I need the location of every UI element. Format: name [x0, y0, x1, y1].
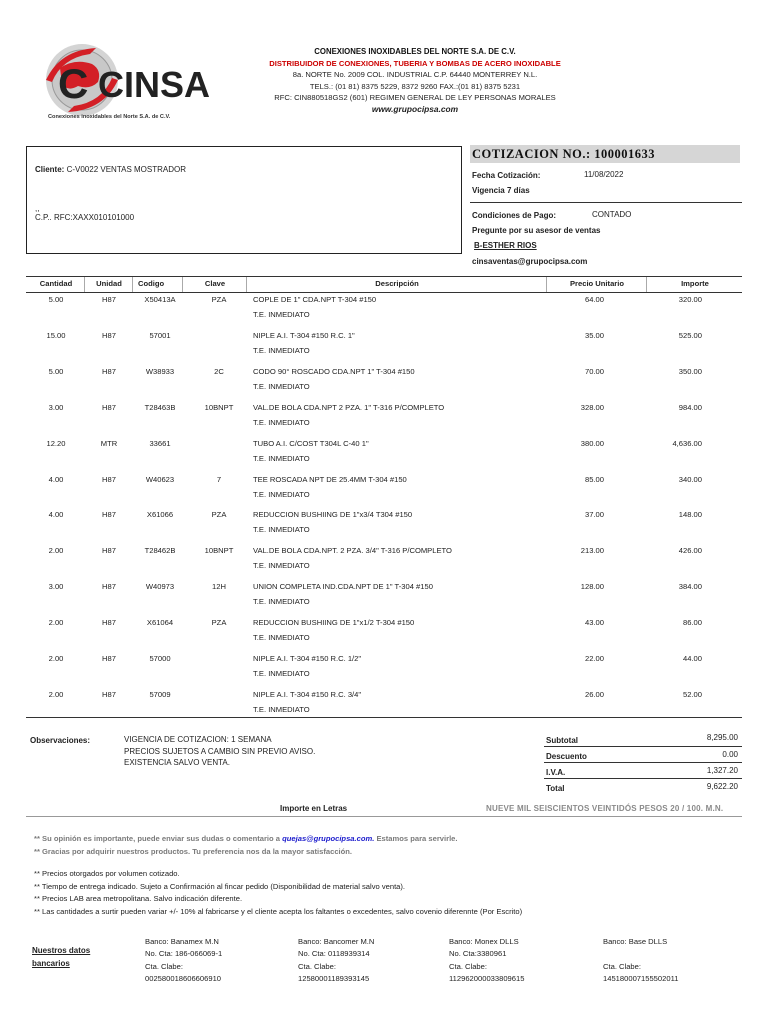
cell-codigo: 57000	[149, 654, 171, 663]
cell-nota: T.E. INMEDIATO	[253, 597, 310, 607]
cell-importe: 340.00	[678, 474, 702, 484]
cell-importe: 86.00	[682, 618, 702, 628]
bank-cta: No. Cta:3380961	[449, 949, 507, 959]
company-subtitle: DISTRIBUIDOR DE CONEXIONES, TUBERIA Y BOMBAS DE ACERO INOXIDABLE	[269, 58, 561, 68]
cell-clave: 2C	[214, 366, 224, 376]
condiciones-label: Condiciones de Pago:	[472, 211, 557, 220]
letras-divider	[26, 816, 742, 817]
bank-cta: No. Cta: 186-066069-1	[145, 949, 223, 959]
company-address: 8a. NORTE No. 2009 COL. INDUSTRIAL C.P. 64440 MONTERREY N.L.	[292, 70, 538, 80]
bank-banco: Banco: Monex DLLS	[449, 937, 519, 946]
cell-precio: 328.00	[580, 402, 604, 412]
cell-unidad: H87	[102, 330, 116, 340]
cell-importe: 384.00	[678, 582, 702, 592]
condition-item: ** Las cantidades a surtir pueden variar +/- 10% al fabricarse y el cliente acepta los faltantes o excedentes, salvo covenio diferennte (Por Escrito)	[34, 906, 523, 916]
company-name: CONEXIONES INOXIDABLES DEL NORTE S.A. DE C.V.	[314, 47, 516, 56]
subtotal-label: Subtotal	[546, 736, 578, 745]
cell-nota: T.E. INMEDIATO	[253, 489, 310, 499]
cell-importe: 984.00	[678, 402, 702, 412]
descuento-label: Descuento	[546, 752, 587, 761]
cell-nota: T.E. INMEDIATO	[253, 345, 310, 355]
cell-precio: 213.00	[580, 546, 604, 556]
total-label: Total	[546, 784, 565, 793]
cell-importe: 4,636.00	[672, 438, 702, 448]
col-header-importe: Importe	[681, 279, 709, 288]
bank-account	[449, 936, 524, 985]
opinion-text-end: Estamos para servirle.	[374, 834, 458, 843]
cell-nota: T.E. INMEDIATO	[253, 381, 310, 391]
bank-banco: Banco: Base DLLS	[603, 937, 668, 946]
observacion-line: EXISTENCIA SALVO VENTA.	[124, 758, 230, 767]
cell-clave: 10BNPT	[204, 546, 234, 556]
cell-clave: 12H	[212, 582, 226, 592]
col-sep	[646, 277, 647, 292]
descuento-value: 0.00	[722, 750, 738, 759]
cell-clave: PZA	[211, 618, 227, 628]
observacion-line: PRECIOS SUJETOS A CAMBIO SIN PREVIO AVISO.	[124, 746, 316, 756]
svg-text:C: C	[58, 60, 89, 107]
complaints-email-link[interactable]: quejas@grupocipsa.com.	[282, 834, 375, 843]
total-value: 9,622.20	[706, 782, 738, 791]
cell-precio: 380.00	[580, 438, 604, 448]
cell-unidad: MTR	[100, 438, 118, 448]
cell-codigo: 57009	[149, 689, 171, 699]
cell-cantidad: 3.00	[48, 402, 64, 412]
conditions-list	[34, 868, 522, 918]
cell-descripcion: NIPLE A.I. T-304 #150 R.C. 3/4"	[253, 689, 362, 699]
condiciones-value: CONTADO	[592, 210, 632, 219]
cell-codigo: W40623	[145, 474, 175, 484]
bank-account	[145, 936, 222, 985]
client-line2: ,,	[35, 204, 40, 213]
cell-cantidad: 12.20	[46, 438, 66, 448]
cell-precio: 37.00	[584, 510, 604, 520]
cell-precio: 22.00	[584, 654, 604, 663]
cell-nota: T.E. INMEDIATO	[253, 310, 310, 319]
cell-cantidad: 3.00	[48, 582, 64, 592]
cell-precio: 35.00	[584, 330, 604, 340]
cell-cantidad: 5.00	[48, 295, 64, 304]
cell-cantidad: 2.00	[48, 618, 64, 628]
opinion-note	[34, 834, 458, 843]
cell-clave: 10BNPT	[204, 402, 234, 412]
observaciones-label: Observaciones:	[30, 736, 91, 745]
bank-account	[603, 936, 678, 985]
cell-precio: 43.00	[584, 618, 604, 628]
col-sep	[182, 277, 183, 292]
bank-label-line: bancarios	[32, 959, 70, 968]
company-phones: TELS.: (01 81) 8375 5229, 8372 9260 FAX.:(01 81) 8375 5231	[309, 81, 521, 91]
opinion-text: ** Su opinión es importante, puede enviar sus dudas o comentario a	[34, 834, 283, 843]
logo-caption: Conexiones inoxidables del Norte S.A. de C.V.	[48, 114, 171, 120]
col-header-cantidad: Cantidad	[39, 279, 73, 288]
table-bottom-line	[26, 717, 742, 718]
col-sep	[546, 277, 547, 292]
totals-divider	[544, 778, 742, 779]
col-header-codigo: Codigo	[138, 279, 165, 288]
bank-clabe: 112962000033809615	[449, 973, 525, 983]
logo-text: CINSA	[98, 64, 210, 105]
cell-codigo: X50413A	[144, 295, 176, 304]
col-sep	[246, 277, 247, 292]
col-header-unidad: Unidad	[96, 279, 122, 288]
cell-codigo: 57001	[149, 330, 171, 340]
cell-descripcion: REDUCCION BUSHIING DE 1"x3/4 T304 #150	[253, 510, 413, 520]
letras-value: NUEVE MIL SEISCIENTOS VEINTIDÓS PESOS 20 / 100. M.N.	[486, 804, 724, 813]
cell-descripcion: NIPLE A.I. T-304 #150 R.C. 1"	[253, 330, 355, 340]
cell-descripcion: CODO 90° ROSCADO CDA.NPT 1" T-304 #150	[253, 366, 415, 376]
cell-unidad: H87	[102, 474, 116, 484]
cell-precio: 26.00	[584, 689, 604, 699]
cell-codigo: 33661	[149, 438, 171, 448]
condition-item: ** Tiempo de entrega indicado. Sujeto a Confirmación al fincar pedido (Disponibilidad de material salvo venta).	[34, 881, 406, 891]
cell-descripcion: VAL.DE BOLA CDA.NPT. 2 PZA. 3/4" T-316 P/COMPLETO	[253, 546, 452, 556]
asesor-name: B-ESTHER RIOS	[474, 241, 537, 250]
fecha-value: 11/08/2022	[584, 170, 624, 179]
cell-nota: T.E. INMEDIATO	[253, 561, 310, 571]
fecha-label: Fecha Cotización:	[472, 171, 541, 180]
bank-clabe-label: Cta. Clabe:	[603, 961, 641, 971]
subtotal-value: 8,295.00	[706, 733, 738, 742]
cell-clave: PZA	[211, 510, 227, 520]
cell-descripcion: TUBO A.I. C/COST T304L C-40 1"	[253, 438, 369, 448]
bank-label	[32, 944, 90, 970]
bank-clabe-label: Cta. Clabe:	[145, 961, 183, 971]
cell-nota: T.E. INMEDIATO	[253, 453, 310, 463]
client-box	[26, 146, 462, 254]
client-rfc: C.P.. RFC:XAXX010101000	[35, 213, 135, 222]
cell-cantidad: 5.00	[48, 366, 64, 376]
vigencia: Vigencia 7 días	[472, 186, 530, 195]
observacion-line: VIGENCIA DE COTIZACION: 1 SEMANA	[124, 735, 272, 744]
cell-precio: 85.00	[584, 474, 604, 484]
bank-banco: Banco: Bancomer M.N	[298, 937, 375, 946]
bank-clabe-label: Cta. Clabe:	[298, 961, 336, 971]
observaciones-text	[124, 734, 315, 769]
cell-importe: 525.00	[678, 330, 702, 340]
gracias-note: ** Gracias por adquirir nuestros productos. Tu preferencia nos da la mayor satisfacción.	[34, 847, 353, 856]
cell-descripcion: VAL.DE BOLA CDA.NPT 2 PZA. 1" T-316 P/COMPLETO	[253, 402, 445, 412]
cell-precio: 128.00	[580, 582, 604, 592]
cell-importe: 148.00	[678, 510, 702, 520]
iva-value: 1,327.20	[706, 766, 738, 775]
iva-label: I.V.A.	[546, 768, 566, 777]
quote-divider	[470, 202, 742, 203]
cell-unidad: H87	[102, 510, 116, 520]
bank-label-line: Nuestros datos	[32, 946, 91, 955]
client-line	[35, 165, 186, 174]
cell-unidad: H87	[102, 295, 116, 304]
cell-importe: 52.00	[682, 689, 702, 699]
company-rfc: RFC: CIN880518GS2 (601) REGIMEN GENERAL DE LEY PERSONAS MORALES	[274, 93, 556, 103]
asesor-email[interactable]: cinsaventas@grupocipsa.com	[472, 257, 588, 266]
cell-clave: PZA	[211, 295, 227, 304]
cell-importe: 350.00	[678, 366, 702, 376]
cell-codigo: X61066	[146, 510, 174, 520]
cell-importe: 320.00	[678, 295, 702, 304]
company-logo	[40, 40, 210, 130]
cell-nota: T.E. INMEDIATO	[253, 633, 310, 643]
client-value: C-V0022 VENTAS MOSTRADOR	[66, 165, 187, 174]
cell-descripcion: TEE ROSCADA NPT DE 25.4MM T-304 #150	[253, 474, 407, 484]
cell-codigo: W40973	[145, 582, 175, 592]
cell-codigo: T28462B	[144, 546, 176, 556]
cell-unidad: H87	[102, 689, 116, 699]
cell-cantidad: 2.00	[48, 546, 64, 556]
cell-cantidad: 4.00	[48, 510, 64, 520]
cell-unidad: H87	[102, 654, 116, 663]
cell-importe: 44.00	[682, 654, 702, 663]
table-header-line	[26, 292, 742, 293]
cell-nota: T.E. INMEDIATO	[253, 525, 310, 535]
col-header-descripcion: Descripción	[375, 279, 419, 288]
bank-banco: Banco: Banamex M.N	[145, 937, 219, 946]
cell-cantidad: 4.00	[48, 474, 64, 484]
col-header-clave: Clave	[204, 279, 226, 288]
totals-divider	[544, 746, 742, 747]
cell-codigo: T28463B	[144, 402, 176, 412]
condition-item: ** Precios LAB area metropolitana. Salvo indicación diferente.	[34, 894, 243, 903]
cell-descripcion: REDUCCION BUSHIING DE 1"x1/2 T-304 #150	[253, 618, 415, 628]
quote-number: COTIZACION NO.: 100001633	[472, 147, 655, 161]
cell-cantidad: 15.00	[46, 330, 66, 340]
condition-item: ** Precios otorgados por volumen cotizado.	[34, 869, 180, 878]
totals-divider	[544, 762, 742, 763]
bank-clabe: 002580018606606910	[145, 973, 222, 983]
cell-codigo: W38933	[145, 366, 175, 376]
cell-cantidad: 2.00	[48, 654, 64, 663]
col-sep	[132, 277, 133, 292]
cell-nota: T.E. INMEDIATO	[253, 669, 310, 678]
bank-clabe-label: Cta. Clabe:	[449, 961, 487, 971]
bank-cta: No. Cta: 0118939314	[298, 949, 370, 959]
cell-importe: 426.00	[678, 546, 702, 556]
cell-unidad: H87	[102, 366, 116, 376]
company-website[interactable]: www.grupocipsa.com	[371, 103, 459, 114]
cell-unidad: H87	[102, 618, 116, 628]
table-top-line	[26, 276, 742, 277]
bank-clabe: 12580001189393145	[298, 973, 370, 983]
cell-unidad: H87	[102, 402, 116, 412]
bank-clabe: 145180007155502011	[603, 973, 679, 983]
bank-cta	[603, 948, 678, 960]
client-label: Cliente:	[35, 165, 65, 174]
cell-descripcion: NIPLE A.I. T-304 #150 R.C. 1/2"	[253, 654, 362, 663]
cell-precio: 64.00	[584, 295, 604, 304]
company-header	[240, 46, 590, 116]
col-sep	[84, 277, 85, 292]
cell-nota: T.E. INMEDIATO	[253, 417, 310, 427]
letras-label: Importe en Letras	[280, 804, 348, 813]
cell-cantidad: 2.00	[48, 689, 64, 699]
cell-clave: 7	[216, 474, 222, 484]
cell-codigo: X61064	[146, 618, 174, 628]
asesor-label: Pregunte por su asesor de ventas	[472, 226, 601, 235]
cell-unidad: H87	[102, 546, 116, 556]
cell-nota: T.E. INMEDIATO	[253, 704, 310, 714]
col-header-precio: Precio Unitario	[569, 279, 624, 288]
cell-precio: 70.00	[584, 366, 604, 376]
cell-descripcion: COPLE DE 1" CDA.NPT T-304 #150	[253, 295, 377, 304]
cell-descripcion: UNION COMPLETA IND.CDA.NPT DE 1" T-304 #150	[253, 582, 433, 592]
bank-account	[298, 936, 374, 985]
cell-unidad: H87	[102, 582, 116, 592]
